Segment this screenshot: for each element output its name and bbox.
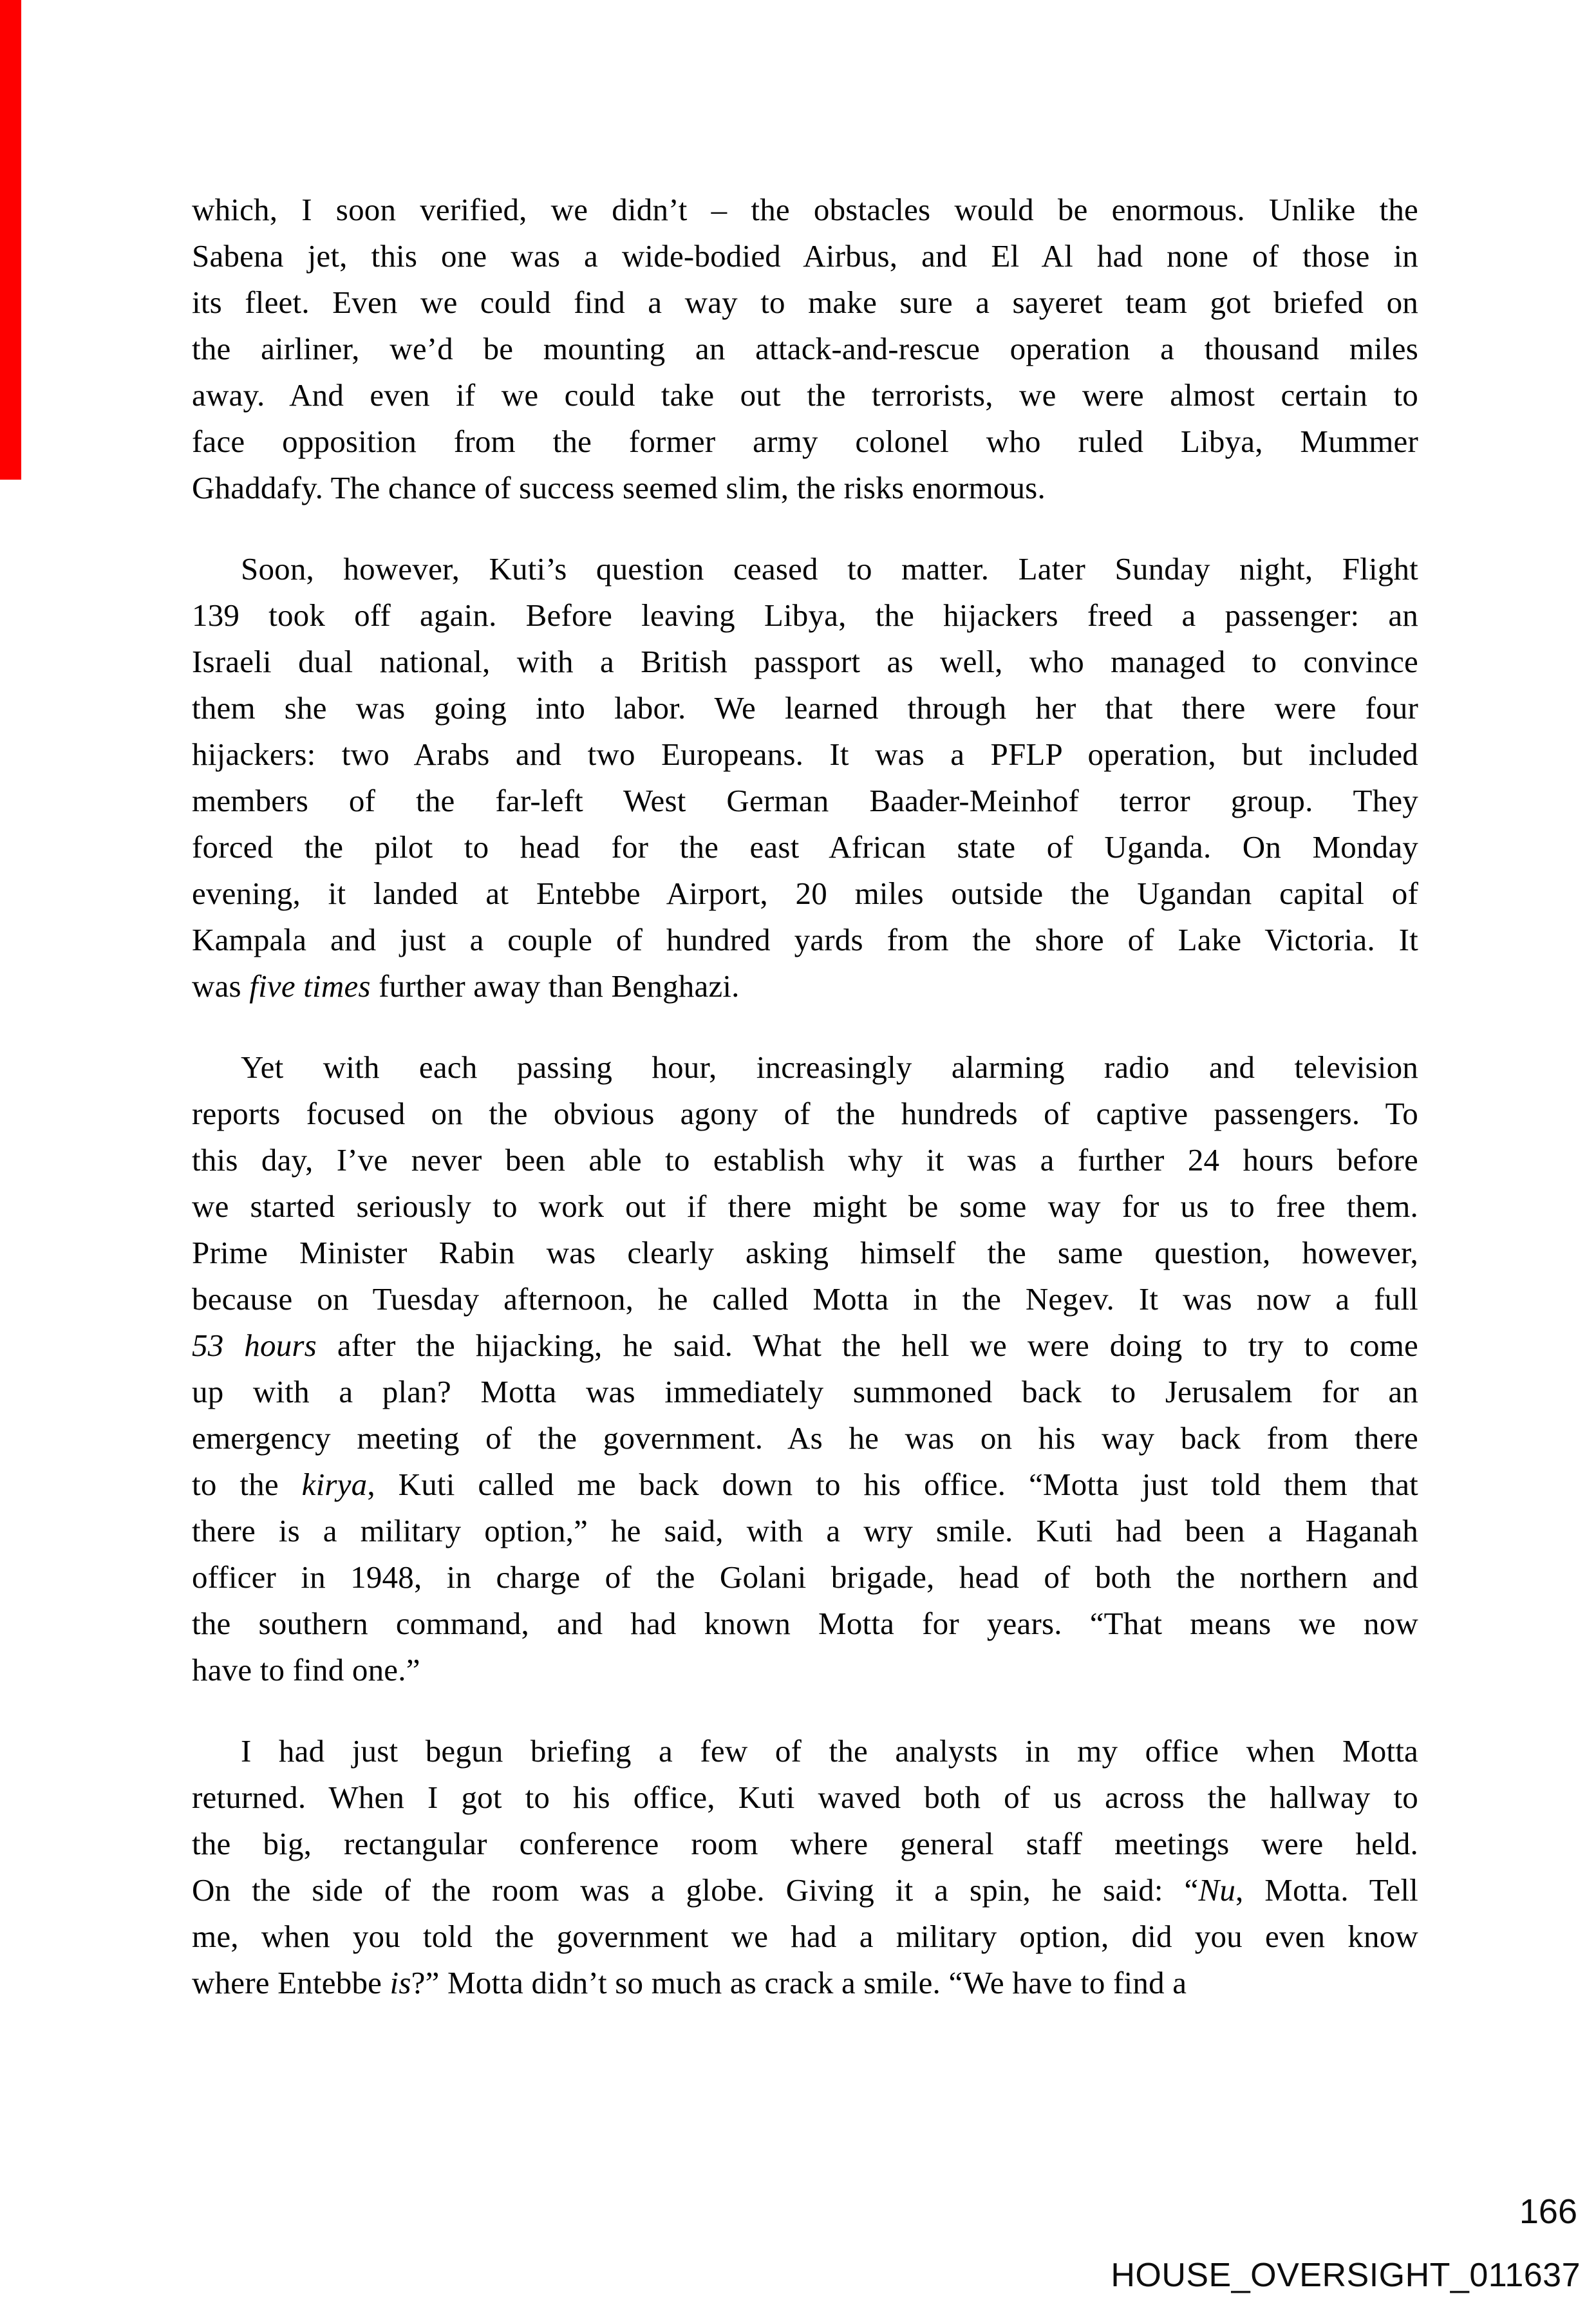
text-segment: this day, I’ve never been able to establish why it was a further 24 hours before (192, 1142, 1418, 1178)
italic-text-segment: kirya (301, 1467, 368, 1502)
text-line (192, 279, 1418, 326)
text-line (192, 1960, 1418, 2006)
text-segment: hijackers: two Arabs and two Europeans. It was a PFLP operation, but included (192, 737, 1418, 772)
text-block (192, 187, 1418, 2006)
text-segment: evening, it landed at Entebbe Airport, 20 miles outside the Ugandan capital of (192, 876, 1418, 911)
text-line (192, 1728, 1418, 1774)
text-line (192, 1462, 1418, 1508)
text-segment: to the (192, 1467, 302, 1502)
paragraph (192, 546, 1418, 1010)
text-line (192, 639, 1418, 685)
text-line (192, 1554, 1418, 1601)
text-line (192, 326, 1418, 372)
text-segment: the airliner, we’d be mounting an attack-and-rescue operation a thousand miles (192, 331, 1418, 366)
text-segment: face opposition from the former army colonel who ruled Libya, Mummer (192, 424, 1418, 459)
italic-text-segment: 53 hours (192, 1328, 317, 1363)
text-segment: its fleet. Even we could find a way to make sure a sayeret team got briefed on (192, 285, 1418, 320)
text-line (192, 1601, 1418, 1647)
text-segment: Yet with each passing hour, increasingly alarming radio and television (241, 1049, 1418, 1085)
text-line (192, 870, 1418, 917)
text-line (192, 1913, 1418, 1960)
text-segment: forced the pilot to head for the east African state of Uganda. On Monday (192, 829, 1418, 865)
paragraph (192, 1728, 1418, 2006)
text-segment: away. And even if we could take out the terrorists, we were almost certain to (192, 377, 1418, 413)
text-segment: , Kuti called me back down to his office. “Motta just told them that (367, 1467, 1418, 1502)
text-segment: where Entebbe (192, 1965, 390, 2000)
text-segment: there is a military option,” he said, with a wry smile. Kuti had been a Haganah (192, 1513, 1418, 1548)
text-segment: Ghaddafy. The chance of success seemed slim, the risks enormous. (192, 470, 1046, 505)
text-line (192, 731, 1418, 778)
text-segment: Soon, however, Kuti’s question ceased to matter. Later Sunday night, Flight (241, 551, 1418, 587)
text-line (192, 592, 1418, 639)
italic-text-segment: is (390, 1965, 411, 2000)
text-segment: which, I soon verified, we didn’t – the obstacles would be enormous. Unlike the (192, 192, 1418, 227)
text-segment: after the hijacking, he said. What the hell we were doing to try to come (316, 1328, 1418, 1363)
text-segment: Prime Minister Rabin was clearly asking himself the same question, however, (192, 1235, 1418, 1270)
text-line (192, 685, 1418, 731)
red-margin-stripe (0, 0, 21, 480)
text-line (192, 1322, 1418, 1369)
text-line (192, 963, 1418, 1010)
text-segment: up with a plan? Motta was immediately summoned back to Jerusalem for an (192, 1374, 1418, 1409)
text-line (192, 1137, 1418, 1183)
text-line (192, 824, 1418, 870)
text-segment: Israeli dual national, with a British passport as well, who managed to convince (192, 644, 1418, 679)
paragraph (192, 1044, 1418, 1693)
paragraph (192, 187, 1418, 511)
italic-text-segment: five times (249, 968, 371, 1004)
text-segment: have to find one.” (192, 1652, 420, 1687)
text-segment: because on Tuesday afternoon, he called Motta in the Negev. It was now a full (192, 1281, 1418, 1317)
text-segment: we started seriously to work out if there might be some way for us to free them. (192, 1189, 1418, 1224)
text-line (192, 917, 1418, 963)
text-segment: reports focused on the obvious agony of the hundreds of captive passengers. To (192, 1096, 1418, 1131)
bates-stamp: HOUSE_OVERSIGHT_011637 (1111, 2257, 1581, 2294)
text-line (192, 1821, 1418, 1867)
text-line (192, 1867, 1418, 1913)
italic-text-segment: Nu (1198, 1872, 1236, 1908)
text-segment: I had just begun briefing a few of the analysts in my office when Motta (241, 1733, 1418, 1769)
text-segment: further away than Benghazi. (370, 968, 740, 1004)
text-line (192, 1508, 1418, 1554)
text-line (192, 1276, 1418, 1322)
text-line (192, 1369, 1418, 1415)
text-line (192, 1415, 1418, 1462)
text-line (192, 465, 1418, 511)
text-segment: On the side of the room was a globe. Giving it a spin, he said: “ (192, 1872, 1199, 1908)
text-line (192, 418, 1418, 465)
text-segment: ?” Motta didn’t so much as crack a smile. “We have to find a (411, 1965, 1187, 2000)
text-line (192, 1774, 1418, 1821)
text-segment: Kampala and just a couple of hundred yards from the shore of Lake Victoria. It (192, 922, 1418, 957)
text-line (192, 233, 1418, 279)
text-line (192, 1647, 1418, 1693)
text-line (192, 1183, 1418, 1230)
text-line (192, 187, 1418, 233)
text-line (192, 372, 1418, 418)
text-segment: members of the far-left West German Baader-Meinhof terror group. They (192, 783, 1418, 818)
text-line (192, 778, 1418, 824)
text-segment: emergency meeting of the government. As he was on his way back from there (192, 1420, 1418, 1456)
text-line (192, 1091, 1418, 1137)
text-segment: the southern command, and had known Motta for years. “That means we now (192, 1606, 1418, 1641)
text-segment: Sabena jet, this one was a wide-bodied Airbus, and El Al had none of those in (192, 238, 1418, 274)
text-segment: the big, rectangular conference room where general staff meetings were held. (192, 1826, 1418, 1861)
text-line (192, 1044, 1418, 1091)
text-line (192, 546, 1418, 592)
text-segment: returned. When I got to his office, Kuti waved both of us across the hallway to (192, 1780, 1418, 1815)
text-segment: officer in 1948, in charge of the Golani brigade, head of both the northern and (192, 1559, 1418, 1595)
text-segment: me, when you told the government we had a military option, did you even know (192, 1919, 1418, 1954)
page-number: 166 (1519, 2192, 1577, 2231)
text-segment: 139 took off again. Before leaving Libya, the hijackers freed a passenger: an (192, 597, 1418, 633)
text-line (192, 1230, 1418, 1276)
text-segment: them she was going into labor. We learned through her that there were four (192, 690, 1418, 726)
text-segment: , Motta. Tell (1235, 1872, 1418, 1908)
text-segment: was (192, 968, 250, 1004)
